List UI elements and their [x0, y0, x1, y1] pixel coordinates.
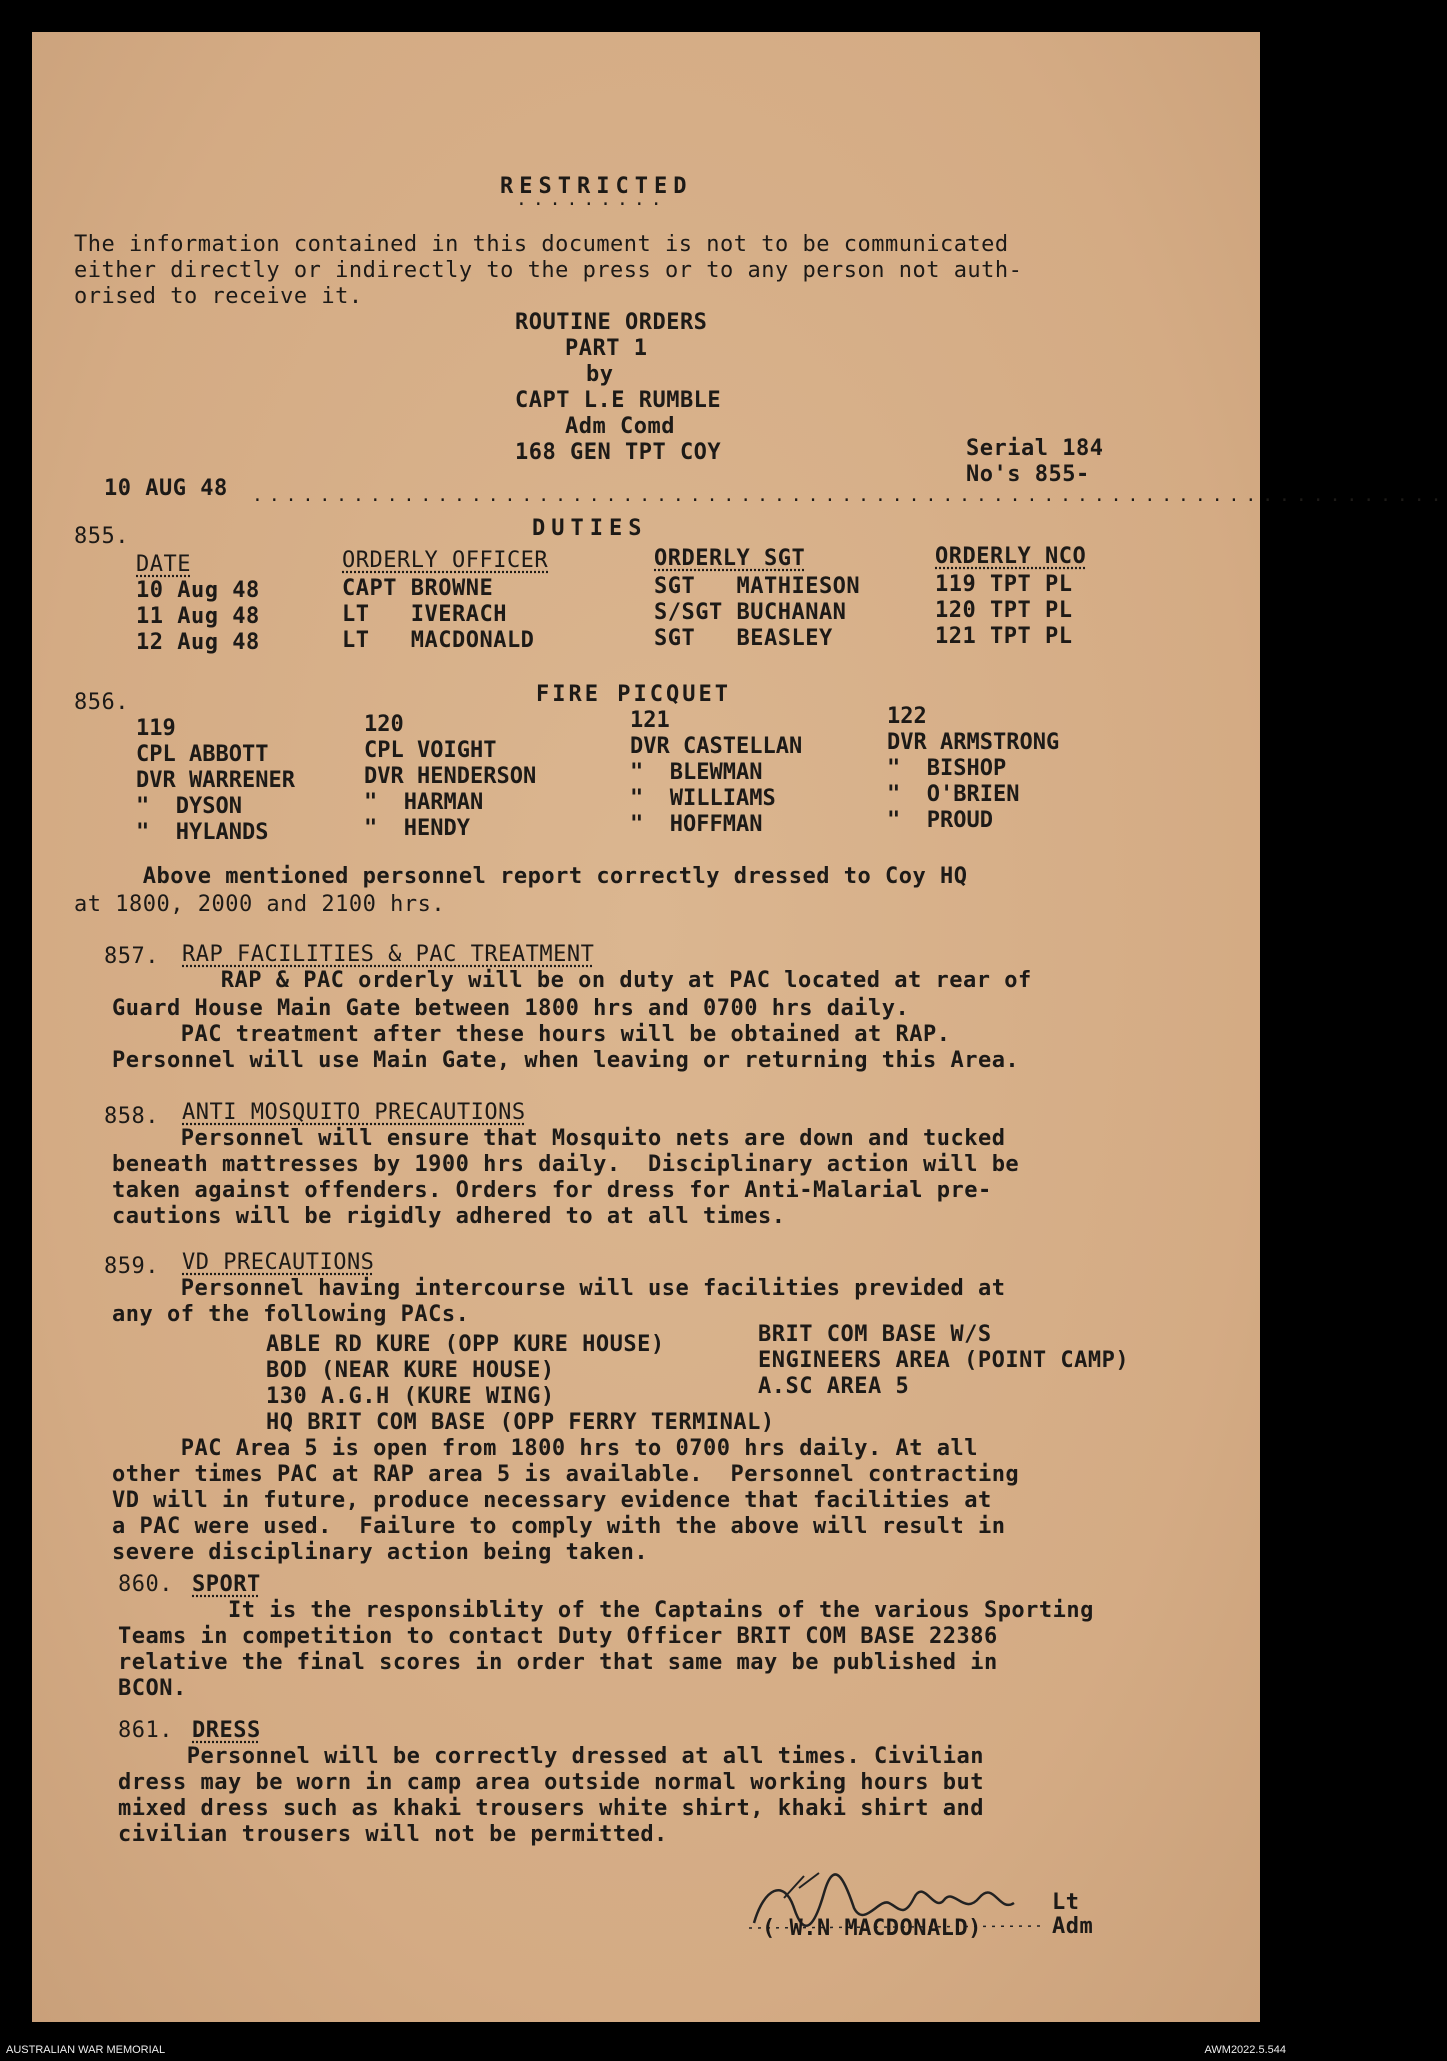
mosquito-text-1: Personnel will ensure that Mosquito nets are down and tucked [112, 1126, 1006, 1151]
section-title: DRESS [192, 1718, 261, 1743]
title-unit: 168 GEN TPT COY [515, 440, 722, 465]
duties-row-1-sgt: SGT MATHIESON [654, 574, 861, 599]
picquet-column-119 [136, 716, 295, 846]
duties-row-3-sgt: SGT BEASLEY [654, 626, 833, 651]
order-date: 10 AUG 48 [104, 476, 228, 501]
dress-text-1: Personnel will be correctly dressed at all times. Civilian [118, 1744, 984, 1769]
picquet-member: " PROUD [887, 808, 993, 833]
picquet-member: CPL VOIGHT [364, 738, 497, 763]
title-issuer: CAPT L.E RUMBLE [515, 388, 722, 413]
sport-text-3: relative the final scores in order that same may be published in [118, 1650, 998, 1675]
section-number: 856. [74, 690, 129, 715]
signature-rank: Lt [1052, 1890, 1080, 1915]
section-title: FIRE PICQUET [536, 682, 731, 707]
vd-intro-1: Personnel having intercourse will use facilities previded at [112, 1276, 1006, 1301]
section-number: 855. [74, 524, 129, 549]
section-title: RAP FACILITIES & PAC TREATMENT [182, 942, 595, 967]
picquet-member: " DYSON [136, 794, 242, 819]
duties-row-3-officer: LT MACDONALD [342, 628, 535, 653]
dotted-rule: ······································································· [252, 490, 1447, 511]
duties-row-3-nco: 121 TPT PL [935, 624, 1073, 649]
restricted-heading: RESTRICTED [500, 174, 693, 199]
sport-text-4: BCON. [118, 1676, 187, 1701]
picquet-member: " WILLIAMS [630, 786, 776, 811]
duties-header-officer: ORDERLY OFFICER [342, 548, 549, 573]
picquet-column-120 [364, 712, 536, 842]
duties-row-2-date: 11 Aug 48 [136, 604, 260, 629]
section-title: DUTIES [532, 516, 648, 541]
dress-text-2: dress may be worn in camp area outside normal working hours but [118, 1770, 984, 1795]
platoon-number: 121 [630, 708, 670, 733]
duties-row-1-nco: 119 TPT PL [935, 572, 1073, 597]
serial: Serial 184 [966, 436, 1104, 461]
picquet-member: " HENDY [364, 816, 470, 841]
duties-row-1-date: 10 Aug 48 [136, 578, 260, 603]
picquet-member: " O'BRIEN [887, 782, 1020, 807]
mosquito-text-2: beneath mattresses by 1900 hrs daily. Disciplinary action will be [112, 1152, 1020, 1177]
mosquito-text-4: cautions will be rigidly adhered to at all times. [112, 1204, 786, 1229]
notice-line-1: The information contained in this document is not to be communicated [74, 232, 1009, 257]
picquet-member: " BISHOP [887, 756, 1007, 781]
signature-role: Adm [1052, 1914, 1094, 1939]
order-numbers: No's 855- [966, 462, 1090, 487]
vd-text-3: VD will in future, produce necessary evidence that facilities at [112, 1488, 992, 1513]
title-by: by [586, 362, 614, 387]
picquet-text-2: at 1800, 2000 and 2100 hrs. [74, 892, 446, 917]
pac-location: HQ BRIT COM BASE (OPP FERRY TERMINAL) [266, 1410, 775, 1435]
title-role: Adm Comd [565, 414, 675, 439]
duties-header-sgt: ORDERLY SGT [654, 546, 806, 571]
picquet-member: DVR HENDERSON [364, 764, 537, 789]
picquet-member: " BLEWMAN [630, 760, 763, 785]
pac-location: A.SC AREA 5 [758, 1374, 910, 1399]
picquet-column-122 [887, 704, 1059, 834]
title-part: PART 1 [565, 336, 648, 361]
duties-row-2-sgt: S/SGT BUCHANAN [654, 600, 847, 625]
mosquito-text-3: taken against offenders. Orders for dress for Anti-Malarial pre- [112, 1178, 992, 1203]
sport-text-2: Teams in competition to contact Duty Officer BRIT COM BASE 22386 [118, 1624, 998, 1649]
picquet-column-121 [630, 708, 802, 838]
notice-line-2: either directly or indirectly to the press or to any person not auth- [74, 258, 1023, 283]
pac-location: 130 A.G.H (KURE WING) [266, 1384, 555, 1409]
duties-row-3-date: 12 Aug 48 [136, 630, 260, 655]
picquet-member: DVR WARRENER [136, 768, 295, 793]
picquet-member: " HARMAN [364, 790, 484, 815]
vd-text-5: severe disciplinary action being taken. [112, 1540, 649, 1565]
section-number: 857. [104, 944, 159, 969]
section-number: 861. [118, 1718, 173, 1743]
picquet-member: " HYLANDS [136, 820, 269, 845]
section-number: 859. [104, 1254, 159, 1279]
duties-header-nco: ORDERLY NCO [935, 544, 1087, 569]
rap-text-1: RAP & PAC orderly will be on duty at PAC located at rear of [152, 968, 1032, 993]
section-number: 858. [104, 1104, 159, 1129]
picquet-member: " HOFFMAN [630, 812, 763, 837]
footer-accession: AWM2022.5.544 [1204, 2044, 1286, 2056]
vd-text-1: PAC Area 5 is open from 1800 hrs to 0700 hrs daily. At all [112, 1436, 978, 1461]
picquet-text-1: Above mentioned personnel report correctly dressed to Coy HQ [74, 864, 968, 889]
section-title: ANTI MOSQUITO PRECAUTIONS [182, 1100, 526, 1125]
notice-line-3: orised to receive it. [74, 284, 363, 309]
title-routine-orders: ROUTINE ORDERS [515, 310, 708, 335]
picquet-member: DVR ARMSTRONG [887, 730, 1060, 755]
platoon-number: 120 [364, 712, 404, 737]
pac-location: BRIT COM BASE W/S [758, 1322, 992, 1347]
section-title: VD PRECAUTIONS [182, 1250, 375, 1275]
dress-text-4: civilian trousers will not be permitted. [118, 1822, 668, 1847]
duties-row-2-officer: LT IVERACH [342, 602, 507, 627]
dress-text-3: mixed dress such as khaki trousers white shirt, khaki shirt and [118, 1796, 984, 1821]
vd-intro-2: any of the following PACs. [112, 1302, 470, 1327]
signature-name: ( W.N MACDONALD) [762, 1916, 982, 1941]
section-title: SPORT [192, 1572, 261, 1597]
section-number: 860. [118, 1572, 173, 1597]
pac-location: ABLE RD KURE (OPP KURE HOUSE) [266, 1332, 665, 1357]
duties-row-1-officer: CAPT BROWNE [342, 576, 494, 601]
archive-footer [0, 2041, 1294, 2061]
vd-text-4: a PAC were used. Failure to comply with the above will result in [112, 1514, 1006, 1539]
rap-text-2: Guard House Main Gate between 1800 hrs and 0700 hrs daily. [112, 996, 910, 1021]
platoon-number: 119 [136, 716, 176, 741]
vd-text-2: other times PAC at RAP area 5 is available. Personnel contracting [112, 1462, 1020, 1487]
platoon-number: 122 [887, 704, 927, 729]
dotted-rule: ········· [516, 194, 668, 215]
rap-text-4: Personnel will use Main Gate, when leaving or returning this Area. [112, 1048, 1020, 1073]
duties-header-date: DATE [136, 552, 191, 577]
pac-location: ENGINEERS AREA (POINT CAMP) [758, 1348, 1130, 1373]
footer-institution: AUSTRALIAN WAR MEMORIAL [6, 2044, 166, 2056]
picquet-member: DVR CASTELLAN [630, 734, 803, 759]
pac-location: BOD (NEAR KURE HOUSE) [266, 1358, 555, 1383]
rap-text-3: PAC treatment after these hours will be obtained at RAP. [112, 1022, 951, 1047]
sport-text-1: It is the responsiblity of the Captains of the various Sporting [118, 1598, 1094, 1623]
picquet-member: CPL ABBOTT [136, 742, 269, 767]
duties-row-2-nco: 120 TPT PL [935, 598, 1073, 623]
document-page [32, 32, 1447, 2022]
